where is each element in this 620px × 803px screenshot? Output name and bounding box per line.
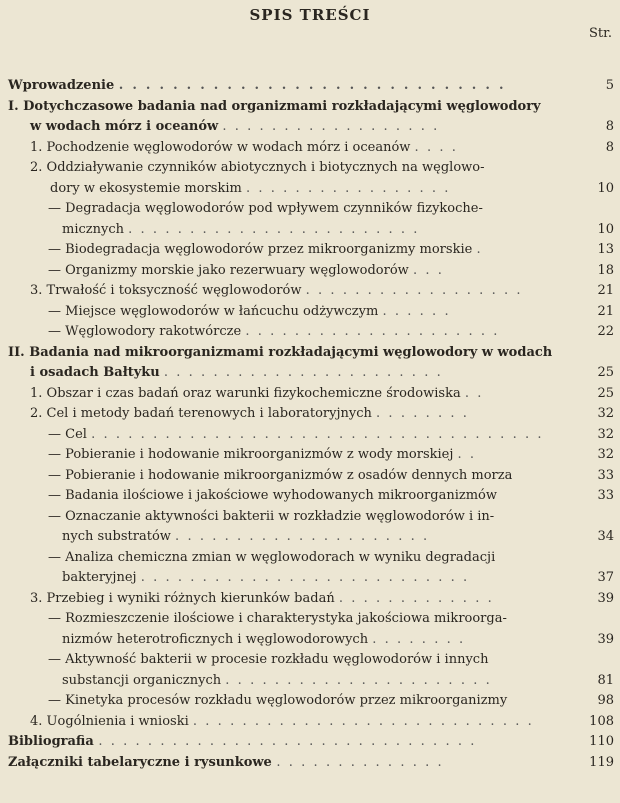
toc-entry-text: Bibliografia [8, 734, 94, 749]
leader-dots: . . . . . . . . [368, 631, 464, 647]
leader-dots: . . . [412, 262, 442, 278]
toc-entry-text: II. Badania nad mikroorganizmami rozkładającymi węglowodory w wodach [8, 344, 553, 360]
toc-entry-text: — Pobieranie i hodowanie mikroorganizmów z osadów dennych morza [48, 467, 513, 483]
leader-dots: . . . . [414, 139, 456, 155]
toc-entry-text: substancji organicznych [62, 672, 222, 688]
leader-dots: . . . . . . . . . . . . . . . . . [241, 180, 449, 196]
toc-page-number: 21 [597, 283, 614, 298]
leader-dots: . . . . . . . . . . . . . . . . . . . . . [170, 529, 428, 544]
toc-entry-continuation [48, 671, 592, 692]
toc-entry-2-4[interactable] [0, 712, 620, 733]
leader-dots: . . [457, 447, 475, 462]
toc-entry-1-2-a[interactable] [0, 199, 620, 240]
leader-dots: . . . . . . . . . . . . . . . . . . . . . . . . . . . . . . . [98, 734, 475, 749]
leader-dots: . . . . . . . . . . . . . . . . . . . . . [245, 324, 498, 339]
toc-entry-continuation [48, 630, 592, 651]
leader-dots: . . . . . . . . . . . . . . . . . . . . . . . [159, 365, 441, 380]
leader-dots: . . . . . . . . . . . . . . . . . . . . . . . . . . . [136, 570, 468, 585]
table-of-contents [0, 76, 620, 773]
toc-entry-1-3-a[interactable] [0, 302, 620, 323]
toc-entry-text: — Rozmieszczenie ilościowe i charakterystyka jakościowa mikroorga- [48, 611, 507, 626]
toc-entry-text: bakteryjnej [62, 570, 137, 585]
toc-page-number: 5 [605, 78, 614, 93]
toc-page-number: 81 [597, 672, 614, 688]
page-title: SPIS TREŚCI [249, 6, 371, 24]
toc-entry-bibliography[interactable] [0, 732, 620, 753]
toc-entry-text: I. Dotychczasowe badania nad organizmami rozkładającymi węglowodory [8, 98, 541, 114]
toc-page-number: 119 [589, 754, 614, 770]
leader-dots: . . . . . . . . . . . . . . . . . . . . . . . . . . . . [192, 713, 532, 729]
toc-entry-1-1[interactable] [0, 138, 620, 159]
leader-dots: . . . . . . . . . . . . . . . . . . . . . . . . . . . . . . . . . . . . . [91, 426, 542, 442]
toc-entry-chapter-2[interactable] [0, 343, 620, 384]
toc-page-number: 39 [597, 631, 614, 647]
toc-entry-2-2-b[interactable] [0, 445, 620, 466]
toc-page-number: 37 [597, 570, 614, 585]
leader-dots: . . . . . . . . . . . . . [338, 590, 492, 606]
toc-entry-text: — Cel [48, 426, 87, 442]
toc-entry-text: 3. Trwałość i toksyczność węglowodorów [30, 283, 302, 298]
toc-entry-1-3-b[interactable] [0, 322, 620, 343]
toc-page-number: 98 [597, 693, 614, 708]
leader-dots: . . . . . . . . . . . . . . . . . . . . . . . . [124, 221, 418, 237]
leader-dots: . . . . . . . . [376, 406, 467, 421]
toc-entry-1-2-b[interactable] [0, 240, 620, 261]
toc-entry-text: i osadach Bałtyku [30, 365, 160, 380]
toc-entry-text: dory w ekosystemie morskim [50, 180, 242, 196]
leader-dots: . . . . . . . . . . . . . . [276, 754, 442, 770]
toc-page-number: 8 [605, 139, 614, 155]
toc-page-number: 32 [597, 447, 614, 462]
toc-entry-introduction[interactable] [0, 76, 620, 97]
toc-entry-text: — Analiza chemiczna zmian w węglowodorach w wyniku degradacji [48, 549, 496, 565]
toc-page-number: 32 [597, 426, 614, 442]
toc-entry-text: — Miejsce węglowodorów w łańcuchu odżywczym [48, 303, 379, 319]
toc-entry-text: 4. Uogólnienia i wnioski [30, 713, 189, 729]
leader-dots: . . . . . . . . . . . . . . . . . . . . . . . . . . . . . [118, 78, 504, 93]
toc-entry-text: — Biodegradacja węglowodorów przez mikroorganizmy morskie [48, 242, 473, 257]
toc-page-number: 110 [589, 734, 614, 749]
toc-page-number: 108 [589, 713, 614, 729]
leader-dots: . [476, 242, 481, 257]
toc-entry-continuation [48, 568, 592, 589]
page-column-header: Str. [588, 26, 612, 41]
toc-page-number: 39 [597, 590, 614, 606]
toc-entry-text: Załączniki tabelaryczne i rysunkowe [8, 754, 272, 770]
toc-page-number: 18 [597, 262, 614, 278]
toc-entry-2-2-d[interactable] [0, 486, 620, 507]
toc-entry-chapter-1[interactable] [0, 97, 620, 138]
toc-page-number: 21 [597, 303, 614, 319]
toc-entry-2-3-b[interactable] [0, 650, 620, 691]
leader-dots: . . . . . . . . . . . . . . . . . . . . . . [221, 672, 490, 688]
toc-page-number: 13 [597, 242, 614, 257]
toc-entry-text: 1. Pochodzenie węglowodorów w wodach mórz i oceanów [30, 139, 411, 155]
toc-entry-continuation [48, 527, 592, 548]
leader-dots: . . . . . . . . . . . . . . . . . . [305, 283, 521, 298]
leader-dots: . . . . . . . . . . . . . . . . . . [218, 119, 438, 134]
toc-entry-text: — Aktywność bakterii w procesie rozkładu węglowodorów i innych [48, 652, 489, 667]
toc-entry-text: — Oznaczanie aktywności bakterii w rozkładzie węglowodorów i in- [48, 508, 495, 524]
toc-entry-text: 2. Oddziaływanie czynników abiotycznych i biotycznych na węglowo- [30, 160, 485, 175]
toc-entry-text: 3. Przebieg i wyniki różnych kierunków badań [30, 590, 335, 606]
toc-entry-2-2-e[interactable] [0, 507, 620, 548]
toc-entry-2-1[interactable] [0, 384, 620, 405]
leader-dots: . . [464, 385, 482, 401]
toc-entry-1-2[interactable] [0, 158, 620, 199]
toc-entry-text: — Badania ilościowe i jakościowe wyhodowanych mikroorganizmów [48, 488, 497, 503]
toc-entry-2-2[interactable] [0, 404, 620, 425]
toc-entry-continuation [8, 363, 592, 384]
toc-entry-continuation [8, 117, 592, 138]
toc-entry-text: — Organizmy morskie jako rezerwuary węglowodorów [48, 262, 409, 278]
toc-entry-text: micznych [62, 221, 124, 237]
toc-entry-text: 1. Obszar i czas badań oraz warunki fizykochemiczne środowiska [30, 385, 461, 401]
toc-page-number: 25 [597, 365, 614, 380]
toc-entry-1-2-c[interactable] [0, 261, 620, 282]
toc-entry-2-3-a[interactable] [0, 609, 620, 650]
toc-page-number: 10 [597, 221, 614, 237]
toc-entry-2-2-f[interactable] [0, 548, 620, 589]
toc-entry-text: nizmów heterotroficznych i węglowodorowych [62, 631, 369, 647]
toc-entry-1-3[interactable] [0, 281, 620, 302]
toc-page-number: 8 [605, 119, 614, 134]
toc-entry-continuation [48, 220, 592, 241]
toc-entry-text: nych substratów [62, 529, 171, 544]
toc-entry-text: — Węglowodory rakotwórcze [48, 324, 242, 339]
toc-page-number: 22 [597, 324, 614, 339]
toc-page-number: 33 [597, 488, 614, 503]
toc-page-number: 32 [597, 406, 614, 421]
toc-entry-2-2-a[interactable] [0, 425, 620, 446]
toc-entry-2-3[interactable] [0, 589, 620, 610]
toc-entry-text: w wodach mórz i oceanów [30, 119, 219, 134]
toc-page-number: 34 [597, 529, 614, 544]
leader-dots: . . . . . . [382, 303, 449, 319]
toc-entry-text: Wprowadzenie [8, 78, 115, 93]
toc-entry-2-2-c[interactable] [0, 466, 620, 487]
toc-page-number: 25 [597, 385, 614, 401]
toc-entry-text: — Degradacja węglowodorów pod wpływem czynników fizykoche- [48, 201, 483, 216]
toc-entry-appendices[interactable] [0, 753, 620, 774]
toc-page-number: 10 [597, 180, 614, 196]
toc-entry-continuation [30, 179, 592, 200]
toc-page-number: 33 [597, 467, 614, 483]
toc-entry-text: 2. Cel i metody badań terenowych i laboratoryjnych [30, 406, 372, 421]
toc-entry-text: — Pobieranie i hodowanie mikroorganizmów z wody morskiej [48, 447, 454, 462]
toc-entry-2-3-c[interactable] [0, 691, 620, 712]
toc-entry-text: — Kinetyka procesów rozkładu węglowodorów przez mikroorganizmy [48, 693, 508, 708]
